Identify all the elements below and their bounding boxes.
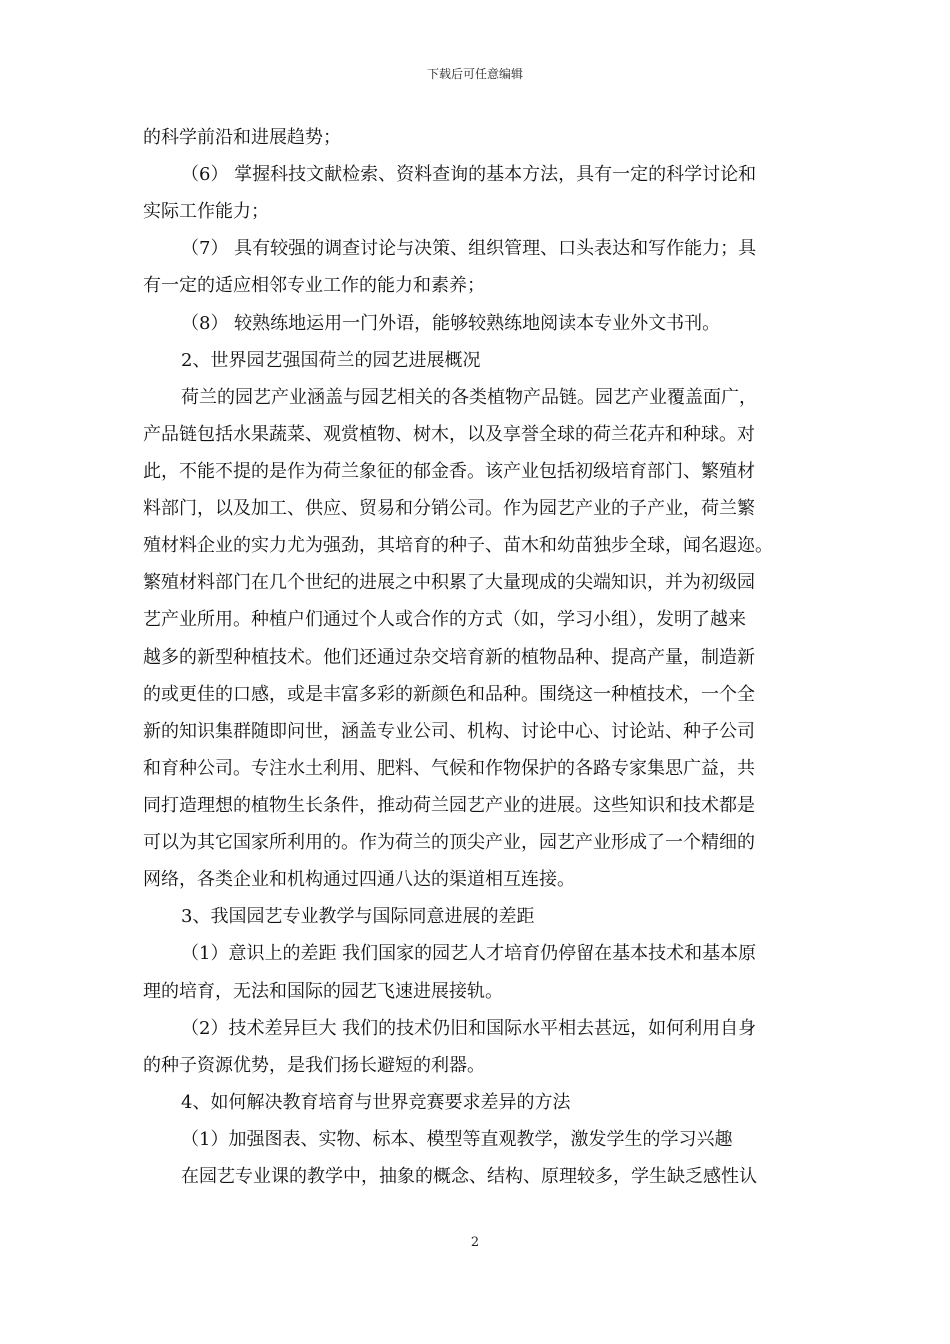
text-line: 此，不能不提的是作为荷兰象征的郁金香。该产业包括初级培育部门、繁殖材 bbox=[143, 461, 755, 482]
text-line: 在园艺专业课的教学中，抽象的概念、结构、原理较多，学生缺乏感性认 bbox=[181, 1166, 757, 1187]
text-line: 的种子资源优势，是我们扬长避短的利器。 bbox=[143, 1055, 485, 1076]
text-line: 艺产业所用。种植户们通过个人或合作的方式（如，学习小组），发明了越来 bbox=[143, 609, 746, 630]
section-heading: 3、我国园艺专业教学与国际同意进展的差距 bbox=[181, 906, 535, 927]
text-line: （7） 具有较强的调查讨论与决策、组织管理、口头表达和写作能力；具 bbox=[181, 238, 757, 259]
text-line: （1）加强图表、实物、标本、模型等直观教学，激发学生的学习兴趣 bbox=[181, 1129, 733, 1150]
text-line: 理的培育，无法和国际的园艺飞速进展接轨。 bbox=[143, 981, 503, 1002]
text-line: 料部门，以及加工、供应、贸易和分销公司。作为园艺产业的子产业，荷兰繁 bbox=[143, 498, 755, 519]
section-heading: 4、如何解决教育培育与世界竞赛要求差异的方法 bbox=[181, 1092, 571, 1113]
text-line: 的或更佳的口感，或是丰富多彩的新颜色和品种。围绕这一种植技术，一个全 bbox=[143, 684, 755, 705]
text-line: 可以为其它国家所利用的。作为荷兰的顶尖产业，园艺产业形成了一个精细的 bbox=[143, 832, 755, 853]
text-line: 同打造理想的植物生长条件，推动荷兰园艺产业的进展。这些知识和技术都是 bbox=[143, 795, 755, 816]
page-number: 2 bbox=[470, 1235, 480, 1250]
text-line: 实际工作能力； bbox=[143, 201, 269, 222]
section-heading: 2、世界园艺强国荷兰的园艺进展概况 bbox=[181, 350, 481, 371]
text-line: 的科学前沿和进展趋势； bbox=[143, 127, 341, 148]
page-header: 下载后可任意编辑 bbox=[426, 67, 523, 81]
text-line: （2）技术差异巨大 我们的技术仍旧和国际水平相去甚远，如何利用自身 bbox=[181, 1018, 757, 1039]
text-line: （8） 较熟练地运用一门外语，能够较熟练地阅读本专业外文书刊。 bbox=[181, 313, 721, 334]
text-line: （6） 掌握科技文献检索、资料查询的基本方法，具有一定的科学讨论和 bbox=[181, 164, 757, 185]
text-line: 网络，各类企业和机构通过四通八达的渠道相互连接。 bbox=[143, 869, 575, 890]
text-line: 越多的新型种植技术。他们还通过杂交培育新的植物品种、提高产量，制造新 bbox=[143, 647, 755, 668]
text-line: 殖材料企业的实力尤为强劲，其培育的种子、苗木和幼苗独步全球，闻名遐迩。 bbox=[143, 535, 773, 556]
text-line: 有一定的适应相邻专业工作的能力和素养； bbox=[143, 275, 485, 296]
text-line: 新的知识集群随即问世，涵盖专业公司、机构、讨论中心、讨论站、种子公司 bbox=[143, 721, 755, 742]
text-line: 和育种公司。专注水土利用、肥料、气候和作物保护的各路专家集思广益，共 bbox=[143, 758, 755, 779]
text-line: 荷兰的园艺产业涵盖与园艺相关的各类植物产品链。园艺产业覆盖面广， bbox=[181, 387, 757, 408]
text-line: 产品链包括水果蔬菜、观赏植物、树木，以及享誉全球的荷兰花卉和种球。对 bbox=[143, 424, 755, 445]
text-line: 繁殖材料部门在几个世纪的进展之中积累了大量现成的尖端知识，并为初级园 bbox=[143, 572, 755, 593]
text-line: （1）意识上的差距 我们国家的园艺人才培育仍停留在基本技术和基本原 bbox=[181, 943, 757, 964]
